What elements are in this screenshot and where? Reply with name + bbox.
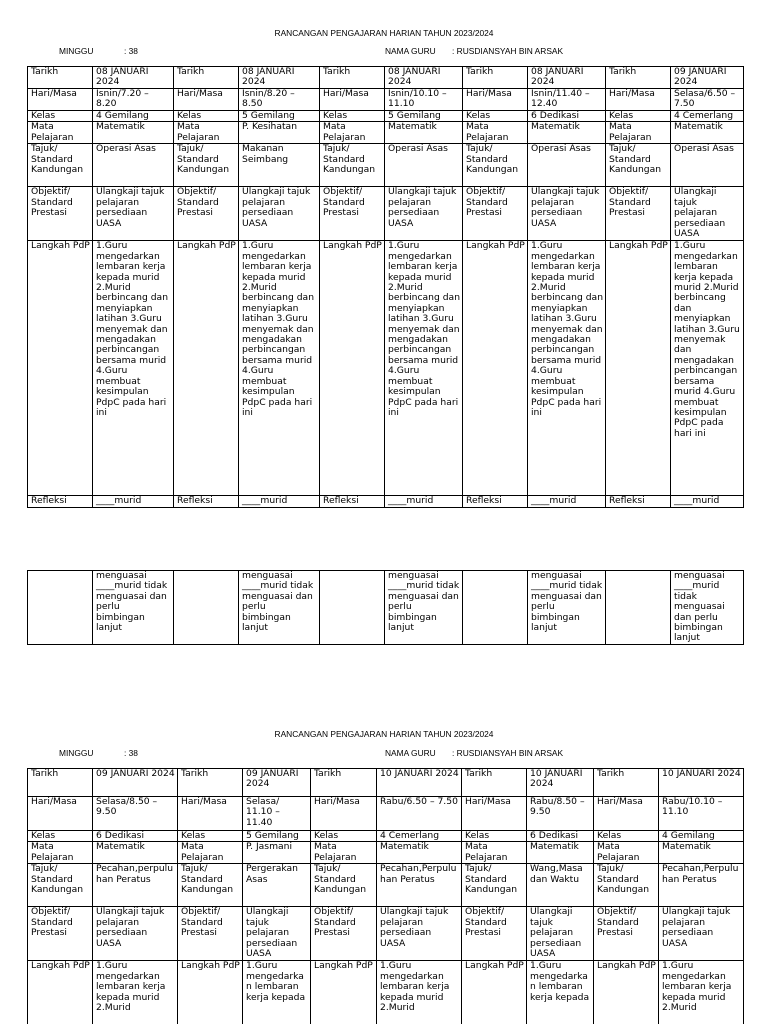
label-objektif: Objektif/ Standard Prestasi — [463, 187, 528, 241]
cell-mata-pelajaran: Matematik — [659, 842, 744, 864]
cell-refleksi: ____murid — [671, 496, 744, 507]
label-mata-pelajaran: Mata Pelajaran — [311, 842, 377, 864]
cell-hari: Selasa/8.50 – 9.50 — [93, 797, 178, 831]
cell-tarikh: 09 JANUARI 2024 — [671, 67, 744, 89]
cell-objektif: Ulangkaji tajuk pelajaran persediaan UASA — [385, 187, 463, 241]
label-tarikh: Tarikh — [462, 769, 527, 797]
label-objektif: Objektif/ Standard Prestasi — [594, 907, 659, 961]
cell-tarikh: 08 JANUARI 2024 — [528, 67, 606, 89]
cell-tarikh: 10 JANUARI 2024 — [527, 769, 594, 797]
label-langkah: Langkah PdP — [178, 961, 243, 1024]
cell-tarikh: 10 JANUARI 2024 — [377, 769, 462, 797]
label-objektif: Objektif/ Standard Prestasi — [174, 187, 239, 241]
cell-tarikh: 08 JANUARI 2024 — [93, 67, 174, 89]
cell-langkah: 1.Guru mengedarkan lembaran kerja kepada murid 2.Murid — [93, 961, 178, 1024]
label-mata-pelajaran: Mata Pelajaran — [594, 842, 659, 864]
label-hari: Hari/Masa — [28, 89, 93, 111]
cell-tajuk: Wang,Masa dan Waktu — [527, 864, 594, 907]
cell-langkah: 1.Guru mengedarkan lembaran kerja kepada murid 2.Murid berbincang dan menyiapkan latihan 3.Guru menyemak dan mengadakan perbincangan bersama murid 4.Guru membuat kesimpulan PdpC pada hari ini — [528, 241, 606, 496]
cell-hari: Isnin/7.20 – 8.20 — [93, 89, 174, 111]
label-tarikh: Tarikh — [311, 769, 377, 797]
cell-kelas: 6 Dedikasi — [528, 111, 606, 122]
cell-objektif: Ulangkaji tajuk pelajaran persediaan UASA — [377, 907, 462, 961]
label-langkah: Langkah PdP — [28, 241, 93, 496]
cell-kelas: 4 Gemilang — [93, 111, 174, 122]
label-kelas: Kelas — [174, 111, 239, 122]
cell-kelas: 5 Gemilang — [243, 831, 311, 842]
label-hari: Hari/Masa — [320, 89, 385, 111]
label-refleksi: Refleksi — [174, 496, 239, 507]
page-title-2: RANCANGAN PENGAJARAN HARIAN TAHUN 2023/2024 — [274, 729, 494, 739]
lesson-plan-table-2 — [27, 768, 744, 1024]
label-kelas: Kelas — [178, 831, 243, 842]
cell-mata-pelajaran: Matematik — [527, 842, 594, 864]
cell-tarikh: 08 JANUARI 2024 — [385, 67, 463, 89]
empty-cell — [606, 571, 671, 645]
cell-objektif: Ulangkaji tajuk pelajaran persediaan UASA — [243, 907, 311, 961]
label-mata-pelajaran: Mata Pelajaran — [463, 122, 528, 144]
minggu-value: : 38 — [124, 46, 138, 56]
cell-tarikh: 10 JANUARI 2024 — [659, 769, 744, 797]
label-tajuk: Tajuk/ Standard Kandungan — [462, 864, 527, 907]
cell-tajuk: Operasi Asas — [528, 144, 606, 187]
row-tarikh — [28, 67, 744, 89]
cell-tajuk: Pecahan,Perpuluhan Peratus — [377, 864, 462, 907]
cell-kelas: 4 Cemerlang — [377, 831, 462, 842]
label-objektif: Objektif/ Standard Prestasi — [178, 907, 243, 961]
cell-langkah: 1.Guru mengedarkan lembaran kerja kepada — [527, 961, 594, 1024]
label-objektif: Objektif/ Standard Prestasi — [462, 907, 527, 961]
label-tarikh: Tarikh — [606, 67, 671, 89]
refleksi-continuation-table — [27, 570, 744, 645]
label-refleksi: Refleksi — [606, 496, 671, 507]
label-tajuk: Tajuk/ Standard Kandungan — [594, 864, 659, 907]
label-hari: Hari/Masa — [174, 89, 239, 111]
cell-objektif: Ulangkaji tajuk pelajaran persediaan UASA — [93, 907, 178, 961]
cell-refleksi-cont: menguasai ____murid tidak menguasai dan perlu bimbingan lanjut — [528, 571, 606, 645]
label-hari: Hari/Masa — [178, 797, 243, 831]
cell-hari: Selasa/6.50 – 7.50 — [671, 89, 744, 111]
lesson-plan-table-2-viewport — [27, 768, 744, 1024]
cell-objektif: Ulangkaji tajuk pelajaran persediaan UASA — [239, 187, 320, 241]
row-langkah-2 — [28, 961, 744, 1024]
cell-langkah: 1.Guru mengedarkan lembaran kerja kepada murid 2.Murid berbincang dan menyiapkan latihan 3.Guru menyemak dan mengadakan perbincangan bersama murid 4.Guru membuat kesimpulan PdpC pada hari ini — [239, 241, 320, 496]
label-langkah: Langkah PdP — [606, 241, 671, 496]
guru-value: : RUSDIANSYAH BIN ARSAK — [452, 46, 564, 56]
row-objektif — [28, 187, 744, 241]
cell-refleksi: ____murid — [93, 496, 174, 507]
label-mata-pelajaran: Mata Pelajaran — [174, 122, 239, 144]
label-refleksi: Refleksi — [28, 496, 93, 507]
cell-langkah: 1.Guru mengedarkan lembaran kerja kepada murid 2.Murid — [377, 961, 462, 1024]
empty-cell — [28, 571, 93, 645]
row-tajuk-2 — [28, 864, 744, 907]
label-refleksi: Refleksi — [320, 496, 385, 507]
cell-kelas: 5 Gemilang — [385, 111, 463, 122]
cell-kelas: 6 Dedikasi — [93, 831, 178, 842]
label-hari: Hari/Masa — [462, 797, 527, 831]
cell-tajuk: Makanan Seimbang — [239, 144, 320, 187]
label-langkah: Langkah PdP — [462, 961, 527, 1024]
empty-cell — [463, 571, 528, 645]
label-tajuk: Tajuk/ Standard Kandungan — [606, 144, 671, 187]
label-kelas: Kelas — [462, 831, 527, 842]
label-mata-pelajaran: Mata Pelajaran — [178, 842, 243, 864]
label-hari: Hari/Masa — [28, 797, 93, 831]
label-kelas: Kelas — [28, 111, 93, 122]
cell-objektif: Ulangkaji tajuk pelajaran persediaan UASA — [659, 907, 744, 961]
label-langkah: Langkah PdP — [174, 241, 239, 496]
guru-label: NAMA GURU — [385, 46, 436, 56]
label-objektif: Objektif/ Standard Prestasi — [606, 187, 671, 241]
cell-tajuk: Pecahan,Perpuluhan Peratus — [659, 864, 744, 907]
label-hari: Hari/Masa — [463, 89, 528, 111]
label-kelas: Kelas — [594, 831, 659, 842]
lesson-plan-table — [27, 66, 744, 508]
cell-hari: Isnin/11.40 – 12.40 — [528, 89, 606, 111]
cell-kelas: 5 Gemilang — [239, 111, 320, 122]
cell-objektif: Ulangkaji tajuk pelajaran persediaan UASA — [528, 187, 606, 241]
row-kelas-2 — [28, 831, 744, 842]
cell-tajuk: Operasi Asas — [671, 144, 744, 187]
row-refleksi-cont — [28, 571, 744, 645]
page-title: RANCANGAN PENGAJARAN HARIAN TAHUN 2023/2024 — [274, 28, 494, 38]
cell-mata-pelajaran: Matematik — [671, 122, 744, 144]
cell-langkah: 1.Guru mengedarkan lembaran kerja kepada — [243, 961, 311, 1024]
row-hari-2 — [28, 797, 744, 831]
cell-mata-pelajaran: Matematik — [385, 122, 463, 144]
cell-kelas: 4 Gemilang — [659, 831, 744, 842]
row-tarikh-2 — [28, 769, 744, 797]
cell-kelas: 4 Cemerlang — [671, 111, 744, 122]
row-langkah — [28, 241, 744, 496]
row-objektif-2 — [28, 907, 744, 961]
label-mata-pelajaran: Mata Pelajaran — [606, 122, 671, 144]
cell-mata-pelajaran: P. Kesihatan — [239, 122, 320, 144]
label-tarikh: Tarikh — [463, 67, 528, 89]
cell-mata-pelajaran: Matematik — [377, 842, 462, 864]
row-hari — [28, 89, 744, 111]
label-langkah: Langkah PdP — [463, 241, 528, 496]
cell-mata-pelajaran: Matematik — [93, 122, 174, 144]
label-langkah: Langkah PdP — [320, 241, 385, 496]
cell-hari: Rabu/8.50 – 9.50 — [527, 797, 594, 831]
label-refleksi: Refleksi — [463, 496, 528, 507]
cell-mata-pelajaran: Matematik — [93, 842, 178, 864]
row-mata-pelajaran — [28, 122, 744, 144]
cell-langkah: 1.Guru mengedarkan lembaran kerja kepada murid 2.Murid berbincang dan menyiapkan latihan 3.Guru menyemak dan mengadakan perbincangan bersama murid 4.Guru membuat kesimpulan PdpC pada hari ini — [385, 241, 463, 496]
label-mata-pelajaran: Mata Pelajaran — [28, 842, 93, 864]
label-tarikh: Tarikh — [174, 67, 239, 89]
cell-langkah: 1.Guru mengedarkan lembaran kerja kepada murid 2.Murid — [659, 961, 744, 1024]
label-tajuk: Tajuk/ Standard Kandungan — [174, 144, 239, 187]
cell-mata-pelajaran: P. Jasmani — [243, 842, 311, 864]
label-kelas: Kelas — [311, 831, 377, 842]
cell-tajuk: Pergerakan Asas — [243, 864, 311, 907]
row-tajuk — [28, 144, 744, 187]
label-tajuk: Tajuk/ Standard Kandungan — [178, 864, 243, 907]
cell-objektif: Ulangkaji tajuk pelajaran persediaan UASA — [93, 187, 174, 241]
minggu-label: MINGGU — [59, 46, 94, 56]
cell-langkah: 1.Guru mengedarkan lembaran kerja kepada murid 2.Murid berbincang dan menyiapkan latihan 3.Guru menyemak dan mengadakan perbincangan bersama murid 4.Guru membuat kesimpulan PdpC pada hari ini — [93, 241, 174, 496]
cell-refleksi: ____murid — [528, 496, 606, 507]
cell-refleksi: ____murid — [239, 496, 320, 507]
label-mata-pelajaran: Mata Pelajaran — [28, 122, 93, 144]
label-langkah: Langkah PdP — [311, 961, 377, 1024]
cell-objektif: Ulangkaji tajuk pelajaran persediaan UASA — [527, 907, 594, 961]
label-tajuk: Tajuk/ Standard Kandungan — [28, 144, 93, 187]
cell-refleksi-cont: menguasai ____murid tidak menguasai dan perlu bimbingan lanjut — [385, 571, 463, 645]
label-tarikh: Tarikh — [28, 769, 93, 797]
cell-hari: Isnin/10.10 – 11.10 — [385, 89, 463, 111]
label-kelas: Kelas — [463, 111, 528, 122]
label-mata-pelajaran: Mata Pelajaran — [320, 122, 385, 144]
cell-langkah: 1.Guru mengedarkan lembaran kerja kepada murid 2.Murid berbincang dan menyiapkan latihan 3.Guru menyemak dan mengadakan perbincangan bersama murid 4.Guru membuat kesimpulan PdpC pada hari ini — [671, 241, 744, 496]
label-hari: Hari/Masa — [311, 797, 377, 831]
label-hari: Hari/Masa — [606, 89, 671, 111]
cell-mata-pelajaran: Matematik — [528, 122, 606, 144]
minggu-label-2: MINGGU — [59, 748, 94, 758]
cell-hari: Rabu/6.50 – 7.50 — [377, 797, 462, 831]
label-tajuk: Tajuk/ Standard Kandungan — [320, 144, 385, 187]
label-kelas: Kelas — [320, 111, 385, 122]
label-langkah: Langkah PdP — [28, 961, 93, 1024]
cell-kelas: 6 Dedikasi — [527, 831, 594, 842]
guru-label-2: NAMA GURU — [385, 748, 436, 758]
cell-refleksi-cont: menguasai ____murid tidak menguasai dan perlu bimbingan lanjut — [671, 571, 744, 645]
cell-hari: Isnin/8.20 – 8.50 — [239, 89, 320, 111]
minggu-value-2: : 38 — [124, 748, 138, 758]
label-objektif: Objektif/ Standard Prestasi — [320, 187, 385, 241]
label-mata-pelajaran: Mata Pelajaran — [462, 842, 527, 864]
cell-refleksi-cont: menguasai ____murid tidak menguasai dan perlu bimbingan lanjut — [93, 571, 174, 645]
cell-hari: Selasa/ 11.10 – 11.40 — [243, 797, 311, 831]
cell-tarikh: 09 JANUARI 2024 — [93, 769, 178, 797]
cell-tarikh: 08 JANUARI 2024 — [239, 67, 320, 89]
label-tajuk: Tajuk/ Standard Kandungan — [463, 144, 528, 187]
cell-refleksi: ____murid — [385, 496, 463, 507]
guru-value-2: : RUSDIANSYAH BIN ARSAK — [452, 748, 564, 758]
label-objektif: Objektif/ Standard Prestasi — [311, 907, 377, 961]
label-tarikh: Tarikh — [178, 769, 243, 797]
label-tajuk: Tajuk/ Standard Kandungan — [28, 864, 93, 907]
cell-objektif: Ulangkaji tajuk pelajaran persediaan UASA — [671, 187, 744, 241]
row-refleksi — [28, 496, 744, 507]
cell-tajuk: Operasi Asas — [93, 144, 174, 187]
label-tarikh: Tarikh — [28, 67, 93, 89]
label-objektif: Objektif/ Standard Prestasi — [28, 907, 93, 961]
cell-refleksi-cont: menguasai ____murid tidak menguasai dan perlu bimbingan lanjut — [239, 571, 320, 645]
row-mata-pelajaran-2 — [28, 842, 744, 864]
label-langkah: Langkah PdP — [594, 961, 659, 1024]
cell-tajuk: Pecahan,perpuluhan Peratus — [93, 864, 178, 907]
row-kelas — [28, 111, 744, 122]
label-kelas: Kelas — [606, 111, 671, 122]
label-hari: Hari/Masa — [594, 797, 659, 831]
label-tarikh: Tarikh — [594, 769, 659, 797]
cell-tajuk: Operasi Asas — [385, 144, 463, 187]
cell-hari: Rabu/10.10 – 11.10 — [659, 797, 744, 831]
label-tajuk: Tajuk/ Standard Kandungan — [311, 864, 377, 907]
empty-cell — [320, 571, 385, 645]
empty-cell — [174, 571, 239, 645]
cell-tarikh: 09 JANUARI 2024 — [243, 769, 311, 797]
label-tarikh: Tarikh — [320, 67, 385, 89]
label-objektif: Objektif/ Standard Prestasi — [28, 187, 93, 241]
label-kelas: Kelas — [28, 831, 93, 842]
